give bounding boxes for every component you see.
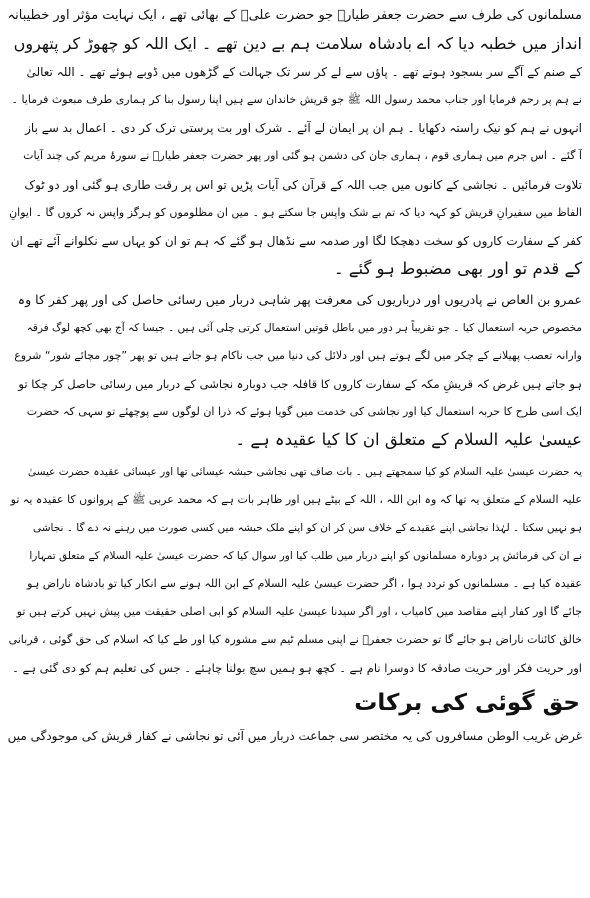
text-line: الفاظ میں سفیرانِ قریش کو کہہ دیا کہ تم بے شک واپس جا سکتے ہو ۔ میں ان مظلوموں کو ہرگز واپس نہ کروں گا ۔ ایوانِ: [9, 205, 582, 219]
text-line: عقیدہ کیا ہے ۔ مسلمانوں کو تردد ہوا ، اگر حضرت عیسیٰ علیہ السلام کے ابن اللہ ہونے سے انکار کیا تو بادشاہ ناراض ہو: [27, 576, 582, 590]
text-line: وارانہ تعصب پھیلانے کے چکر میں لگے ہوتے ہیں اور دلائل کی دنیا میں جب ناکام ہو جاتے ہیں تو پھر ”چور مچائے شور“ شروع: [14, 349, 582, 363]
paragraph-after-heading: [8, 722, 582, 750]
text-line: آ گئے ۔ اس جرم میں ہماری قوم ، ہماری جان کی دشمن ہو گئی اور پھر حضرت جعفر طیارؓ نے سورۂ مریم کی چند آیات: [23, 149, 582, 163]
text-line: عمرو بن العاص نے پادریوں اور درباریوں کی معرفت پھر شاہی دربار میں رسائی حاصل کی اور پھر کفر کا وہ: [17, 291, 582, 307]
text-line: کے صنم کے آگے سر بسجود ہوتے تھے ۔ پاؤں سے لے کر سر تک جہالت کے گڑھوں میں ڈوبے ہوئے تھے ۔ اللہ تعالیٰ: [26, 65, 582, 80]
text-line: ایک اسی طرح کا حربہ استعمال کیا اور نجاشی کی خدمت میں گویا ہوئے کہ ذرا ان لوگوں سے پوچھئے تو سہی کہ حضرت: [26, 405, 582, 419]
text-line: مسلمانوں کی طرف سے حضرت جعفر طیارؓ جو حضرت علیؓ کے بھائی تھے ، ایک نہایت مؤثر اور خطیبانہ: [8, 8, 582, 23]
section-heading: حق گوئی کی برکات: [354, 690, 580, 717]
text-line: انداز میں خطبہ دیا کہ اے بادشاہ سلامت ہم بے دین تھے ۔ ایک اللہ کو چھوڑ کر پتھروں: [13, 34, 582, 54]
text-line: ہو نہیں سکتا ۔ لہٰذا نجاشی اپنے عقیدے کے خلاف سن کر ان کو اپنے ملک حبشہ میں کسی صورت میں رہنے نہ دے گا ۔ نجاشی: [33, 521, 582, 534]
text-line: یہ حضرت عیسیٰ علیہ السلام کو کیا سمجھتے ہیں ۔ بات صاف تھی نجاشی حبشہ عیسائی تھا اور عیسائی عقیدہ حضرت عیسیٰ: [27, 465, 582, 478]
text-line: غرض غریب الوطن مسافروں کی یہ مختصر سی جماعت دربار میں آئی تو نجاشی نے کفار قریش کی موجودگی میں: [8, 729, 582, 744]
text-line: کفر کے سفارت کاروں کو سخت دھچکا لگا اور صدمہ سے نڈھال ہو گئے کہ ہم تو ان کو یہاں سے نکلوانے آئے تھے ان: [10, 233, 582, 248]
text-line: مخصوص حربہ استعمال کیا ۔ جو تقریباً ہر دور میں باطل قوتیں استعمال کرتی چلی آئی ہیں ۔ جیسا کہ آج بھی کچھ لوگ فرقہ: [26, 322, 582, 335]
text-line: ہو جاتے ہیں غرض کہ قریشِ مکہ کے سفارت کاروں کا قافلہ جب دوبارہ نجاشی کے دربار میں رسائی حاصل کر چکا تو: [18, 377, 582, 392]
paragraph-question-about-isa: [8, 458, 582, 683]
text-line: جائے گا اور کفار اپنے مقاصد میں کامیاب ، اور اگر سیدنا عیسیٰ علیہ السلام کو ابی اصلی حقیقت میں پیش نہیں کرتے ہیں تو: [16, 604, 582, 618]
text-line: عیسیٰ علیہ السلام کے متعلق ان کا کیا عقیدہ ہے ۔: [235, 430, 582, 450]
text-line: کے قدم تو اور بھی مضبوط ہو گئے ۔: [333, 258, 582, 278]
text-line: انہوں نے ہم کو نیک راستہ دکھایا ۔ ہم ان پر ایمان لے آئے ۔ شرک اور بت پرستی ترک کر دی ۔ اعمال بد سے باز: [25, 121, 582, 136]
paragraph-jafar-speech: [8, 2, 582, 283]
text-line: علیہ السلام کے متعلق یہ تھا کہ وہ ابن اللہ ، اللہ کے بیٹے ہیں اور ظاہر بات ہے کہ محمد عربی ﷺ کے پروانوں کا عقیدہ یہ تو: [10, 492, 582, 506]
text-line: نے ان کی فرمائش پر دوبارہ مسلمانوں کو اپنے دربار میں طلب کیا اور سوال کیا کہ حضرت عیسیٰ علیہ السلام کے متعلق تمہارا: [29, 549, 582, 562]
paragraph-amr-bin-al-aas: [8, 286, 582, 455]
text-line: خالق کائنات ناراض ہو جائے گا تو حضرت جعفرؓ نے اپنی مسلم ٹیم سے مشورہ کیا اور طے کیا کہ اسلام کی حق گوئی ، قربانی: [8, 633, 582, 647]
text-line: نے ہم پر رحم فرمایا اور جناب محمد رسول اللہ ﷺ جو قریش خاندان سے ہیں اپنا رسول بنا کر ہماری طرف مبعوث فرمایا ۔: [11, 93, 582, 107]
text-line: اور حریت فکر اور حریت صادقہ کا دوسرا نام ہے ۔ کچھ ہو ہمیں سچ بولنا چاہئے ۔ جس کی تعلیم ہم کو دی گئی ہے ۔: [12, 661, 582, 676]
text-line: تلاوت فرمائیں ۔ نجاشی کے کانوں میں جب اللہ کے قرآن کی آیات پڑیں تو اس پر رقت طاری ہو گئی اور دو ٹوک: [24, 177, 582, 192]
